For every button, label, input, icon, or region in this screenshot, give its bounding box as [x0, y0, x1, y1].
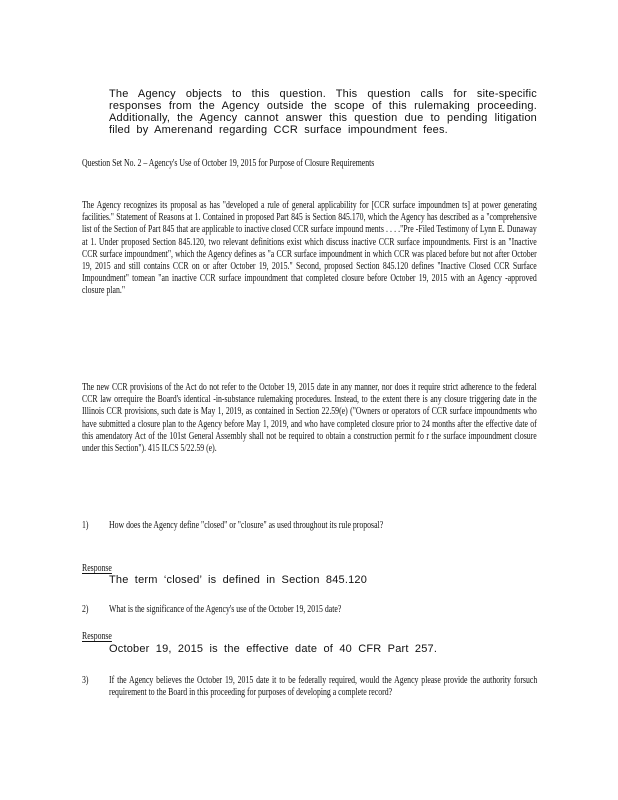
question-set-heading: Question Set No. 2 – Agency's Use of October 19, 2015 for Purpose of Closure Requirements	[82, 158, 375, 169]
question-number: 1)	[82, 520, 89, 531]
objection-paragraph: The Agency objects to this question. This question calls for site-specific responses from the Agency outside the scope of this rulemaking proceeding. Additionally, the Agency cannot answer this question due to pending litigation filed by Amerenand regarding CCR surface impoundment fees.	[109, 88, 537, 136]
paragraph-one: The Agency recognizes its proposal as has "developed a rule of general applicability for [CCR surface impoundmen ts] at power generating facilities." Statement of Reasons at 1. Contained in proposed Part 845 is Section 845.170, which the Agency has described as a "comprehensive list of the Section of Part 845 that are applicable to inactive closed CCR surface impound ments . . . ."Pre -Filed Testimony of Lynn E. Dunaway at 1. Under proposed Section 845.120, two relevant definitions exist which discuss inactive CCR surface impoundments. First is an "Inactive CCR surface impoundment", which the Agency defines as "a CCR surface impoundment in which CCR was placed before but not after October 19, 2015 and still contains CCR on or after October 19, 2015." Second, proposed Section 845.120 defines "Inactive Closed CCR Surface Impoundment" tomean "an inactive CCR surface impoundment that completed closure before October 19, 2015 with an Agency -approved closure plan."	[82, 200, 537, 297]
question-text: What is the significance of the Agency's use of the October 19, 2015 date?	[109, 604, 342, 615]
response-text: October 19, 2015 is the effective date of 40 CFR Part 257.	[109, 643, 438, 655]
response-label: Response	[82, 563, 112, 574]
response-text: The term ‘closed’ is defined in Section 845.120	[109, 574, 368, 586]
question-text: If the Agency believes the October 19, 2015 date it to be federally required, would the Agency please provide the authority forsuch requirement to the Board in this proceeding for purposes of developing a complete record?	[109, 675, 538, 699]
paragraph-two: The new CCR provisions of the Act do not refer to the October 19, 2015 date in any manner, nor does it require strict adherence to the federal CCR law orrequire the Board's identical -in-substance rulemaking procedures. Instead, to the extent there is any closure triggering date in the Illinois CCR provisions, such date is May 1, 2019, as contained in Section 22.59(e) ("Owners or operators of CCR surface impoundments who have submitted a closure plan to the Agency before May 1, 2019, and who have completed closure prior to 24 months after the effective date of this amendatory Act of the 101st General Assembly shall not be required to obtain a construction permit fo r the surface impoundment closure under this Section"). 415 ILCS 5/22.59 (e).	[82, 382, 537, 455]
question-number: 2)	[82, 604, 89, 615]
question-text: How does the Agency define "closed" or "closure" as used throughout its rule proposal?	[109, 520, 384, 531]
response-label: Response	[82, 631, 112, 642]
question-number: 3)	[82, 675, 89, 686]
